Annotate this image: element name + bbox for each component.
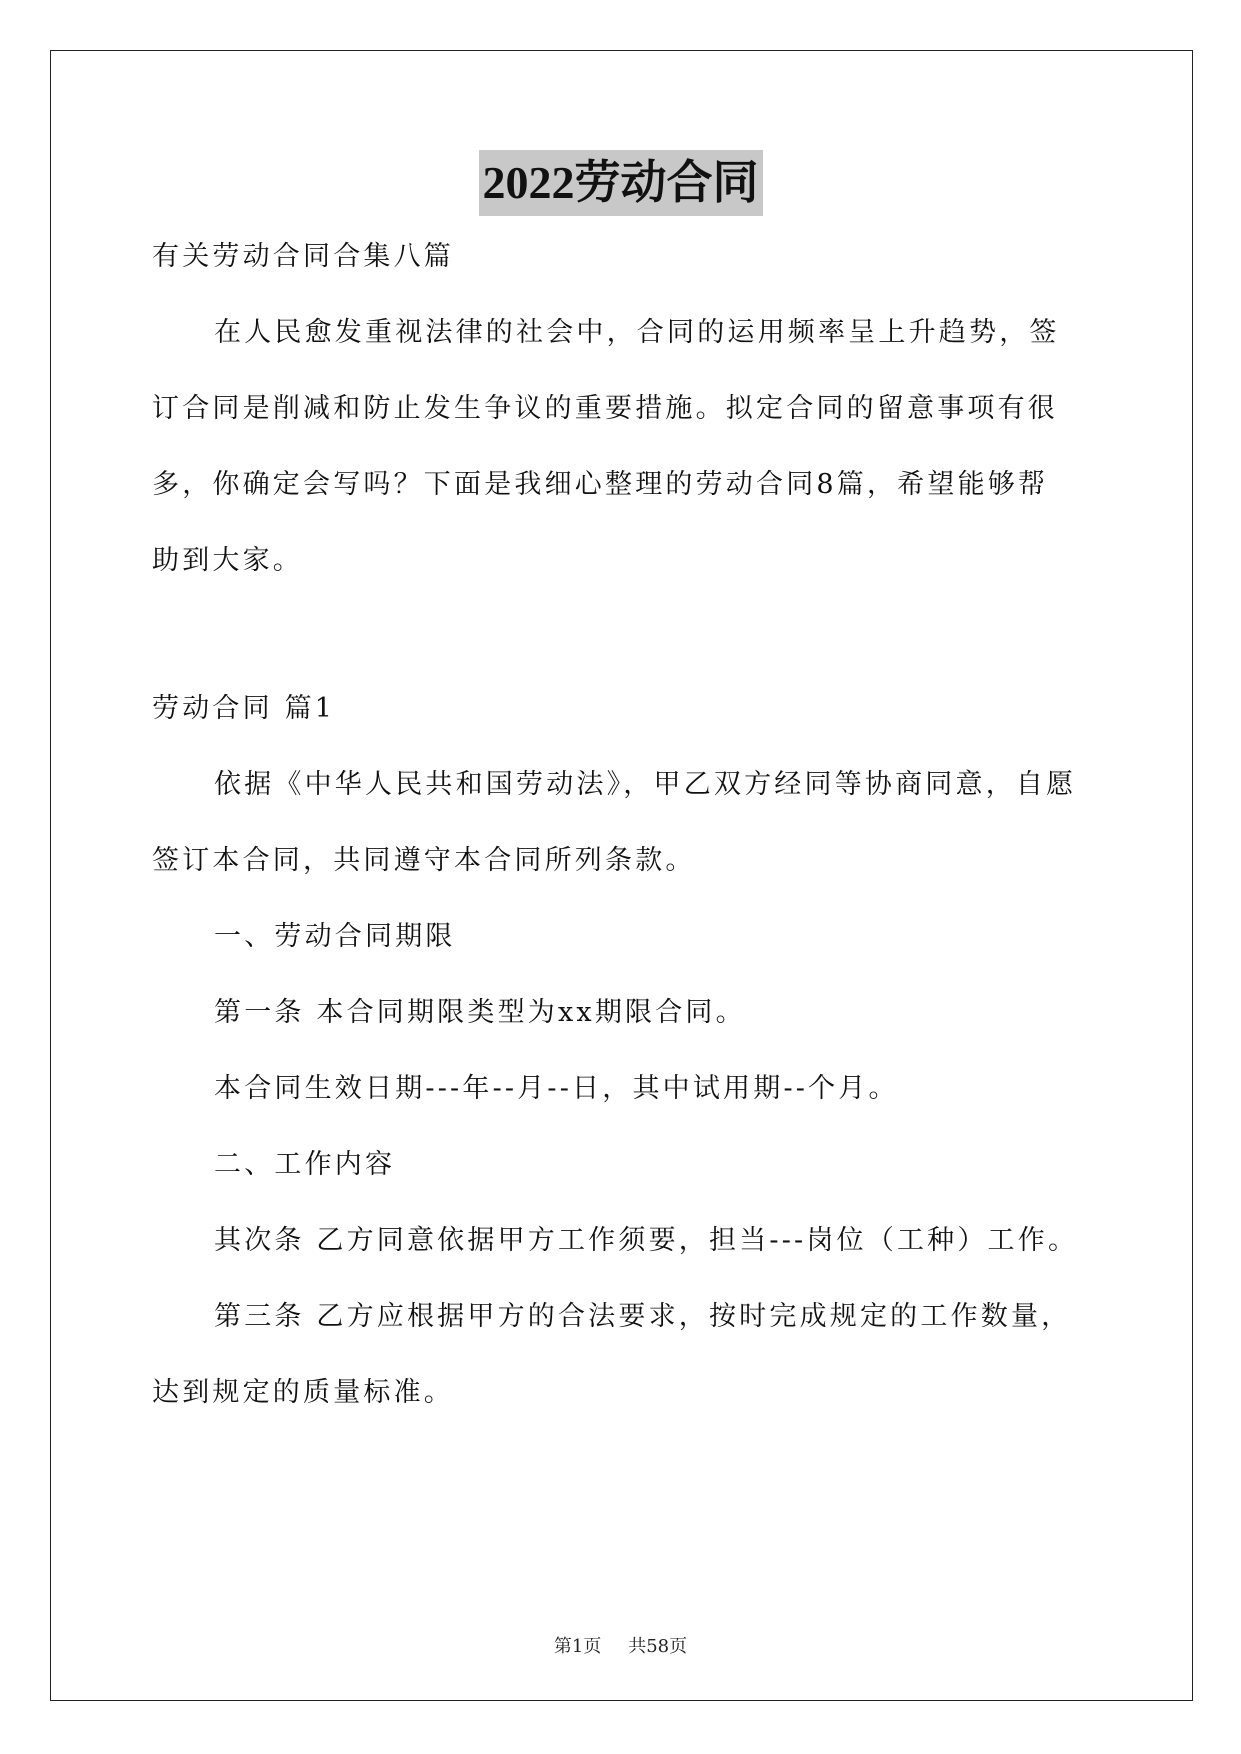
clause-heading: 二、工作内容 (214, 1149, 396, 1180)
page-number: 第1页 (553, 1636, 602, 1657)
page-total: 共58页 (628, 1636, 688, 1657)
paragraph-line: 在人民愈发重视法律的社会中，合同的运用频率呈上升趋势，签 (214, 317, 1060, 348)
clause-line: 第一条 本合同期限类型为xx期限合同。 (214, 997, 746, 1028)
clause-heading: 一、劳动合同期限 (214, 921, 456, 952)
clause-line: 达到规定的质量标准。 (152, 1377, 454, 1408)
paragraph-line: 订合同是削减和防止发生争议的重要措施。拟定合同的留意事项有很 (152, 393, 1058, 424)
paragraph-line: 依据《中华人民共和国劳动法》，甲乙双方经同等协商同意，自愿 (214, 769, 1077, 800)
paragraph-line: 助到大家。 (152, 545, 303, 576)
clause-line: 第三条 乙方应根据甲方的合法要求，按时完成规定的工作数量， (214, 1301, 1072, 1332)
clause-line: 其次条 乙方同意依据甲方工作须要，担当---岗位（工种）工作。 (214, 1225, 1079, 1256)
document-title: 2022劳动合同 (479, 150, 763, 216)
page-footer (0, 1632, 1241, 1658)
clause-line: 本合同生效日期---年--月--日，其中试用期--个月。 (214, 1073, 899, 1104)
section-heading: 劳动合同 篇1 (152, 693, 336, 724)
document-subtitle: 有关劳动合同合集八篇 (152, 241, 454, 272)
paragraph-line: 签订本合同，共同遵守本合同所列条款。 (152, 845, 696, 876)
title-container (0, 150, 1241, 216)
paragraph-line: 多，你确定会写吗？下面是我细心整理的劳动合同8篇，希望能够帮 (152, 469, 1049, 500)
